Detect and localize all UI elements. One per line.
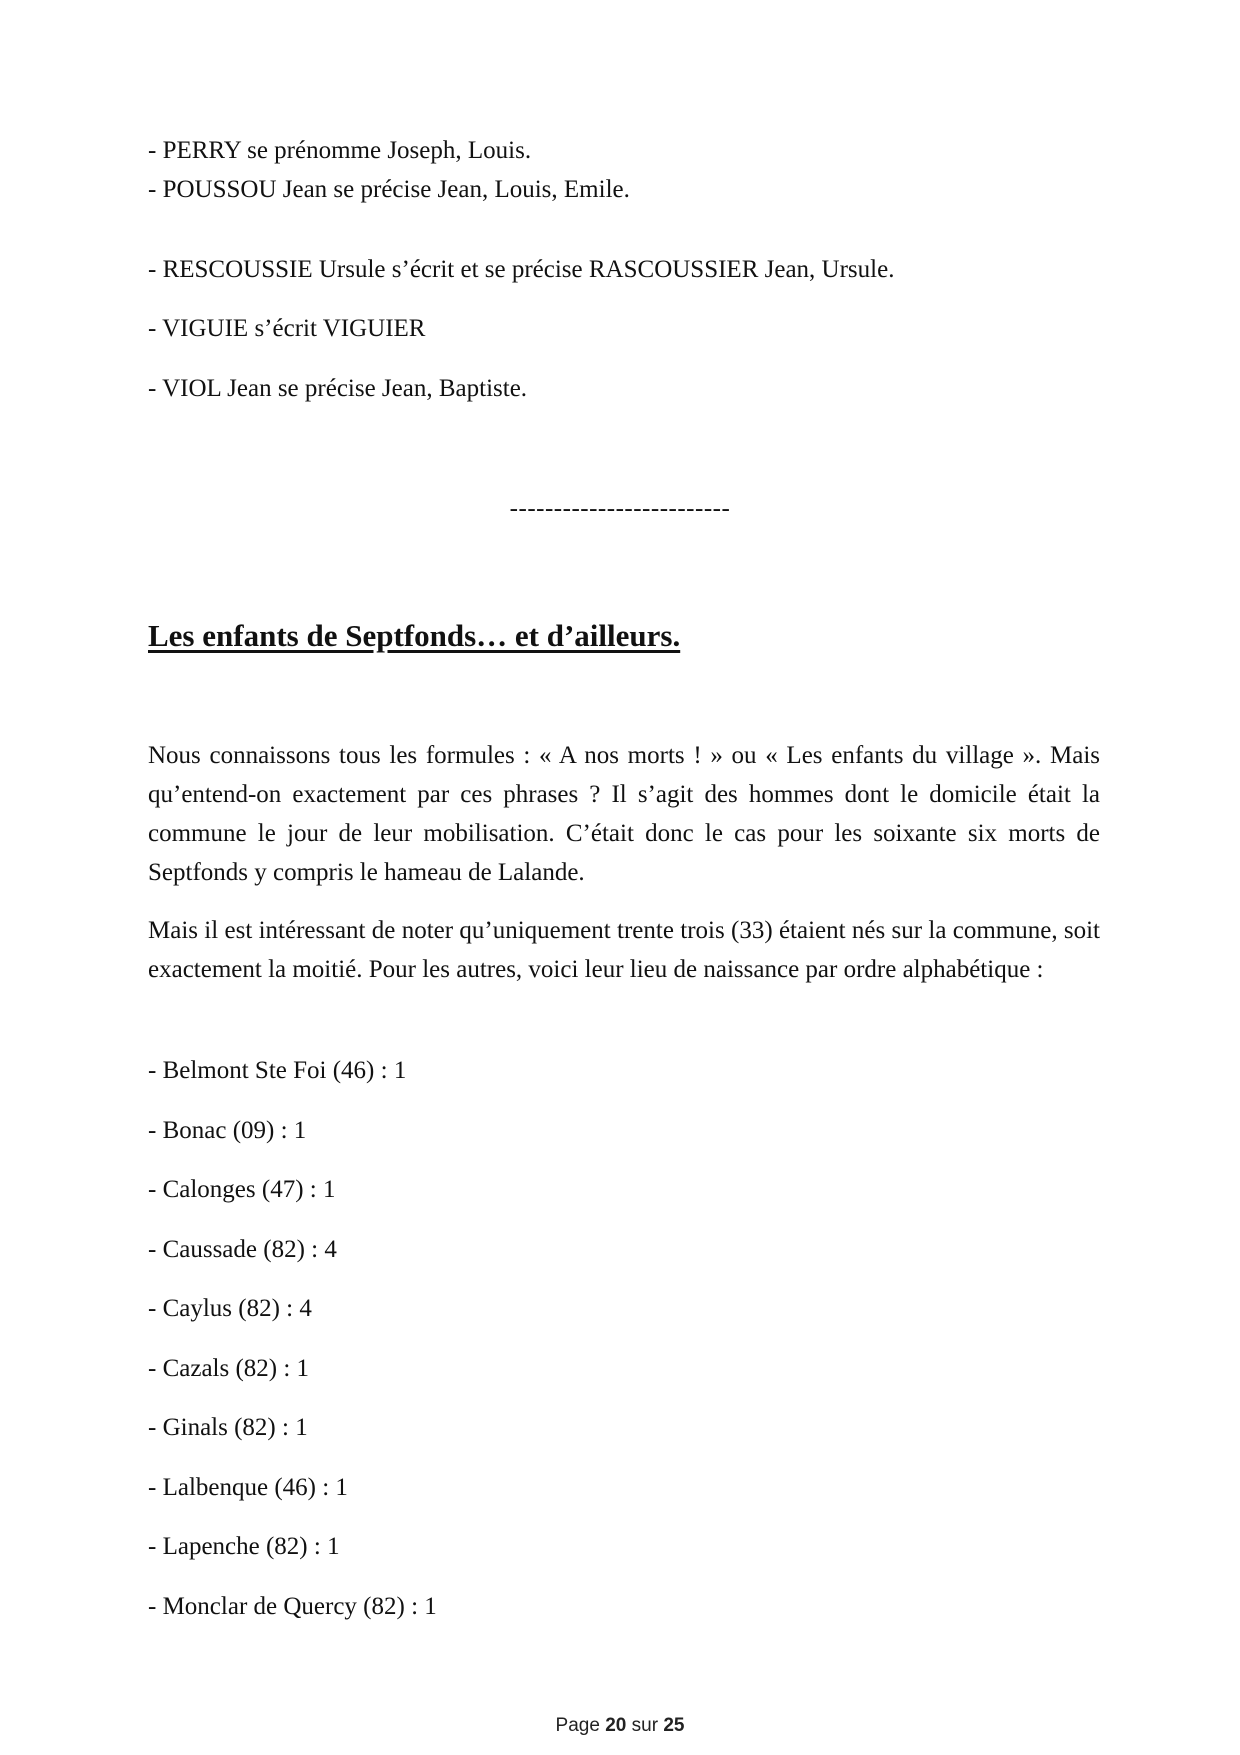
- birthplace-item: - Calonges (47) : 1: [148, 1176, 336, 1203]
- birthplace-item: - Caussade (82) : 4: [148, 1236, 337, 1263]
- birthplace-item: - Lalbenque (46) : 1: [148, 1474, 348, 1501]
- page-footer: [0, 1714, 1240, 1738]
- total-pages-number: 25: [663, 1715, 685, 1736]
- birthplace-item: - Bonac (09) : 1: [148, 1117, 307, 1144]
- birthplace-item: - Ginals (82) : 1: [148, 1414, 308, 1441]
- paragraph: Mais il est intéressant de noter qu’uniquement trente trois (33) étaient nés sur la commune, soit exactement la moitié. Pour les autres, voici leur lieu de naissance par ordre alphabétique :: [148, 917, 1100, 983]
- birthplace-item: - Lapenche (82) : 1: [148, 1533, 340, 1560]
- correction-item: - VIGUIE s’écrit VIGUIER: [148, 315, 426, 342]
- correction-item: - POUSSOU Jean se précise Jean, Louis, Emile.: [148, 176, 630, 203]
- birthplace-item: - Cazals (82) : 1: [148, 1355, 310, 1382]
- page-of-label: sur: [631, 1715, 659, 1736]
- birthplace-item: - Monclar de Quercy (82) : 1: [148, 1593, 437, 1620]
- birthplace-item: - Caylus (82) : 4: [148, 1295, 312, 1322]
- page-label: Page: [555, 1715, 600, 1736]
- section-separator: -------------------------: [509, 495, 731, 522]
- correction-item: - PERRY se prénomme Joseph, Louis.: [148, 137, 532, 164]
- correction-item: - VIOL Jean se précise Jean, Baptiste.: [148, 375, 528, 402]
- section-title: Les enfants de Septfonds… et d’ailleurs.: [148, 618, 681, 653]
- correction-item: - RESCOUSSIE Ursule s’écrit et se précise RASCOUSSIER Jean, Ursule.: [148, 256, 895, 283]
- birthplace-item: - Belmont Ste Foi (46) : 1: [148, 1057, 407, 1084]
- paragraph: Nous connaissons tous les formules : « A nos morts ! » ou « Les enfants du village ». Mais qu’entend-on exactement par ces phrases ? Il s’agit des hommes dont le domicile était la commune le jour de leur mobilisation. C’était donc le cas pour les soixante six morts de Septfonds y compris le hameau de Lalande.: [148, 742, 1100, 886]
- current-page-number: 20: [605, 1715, 627, 1736]
